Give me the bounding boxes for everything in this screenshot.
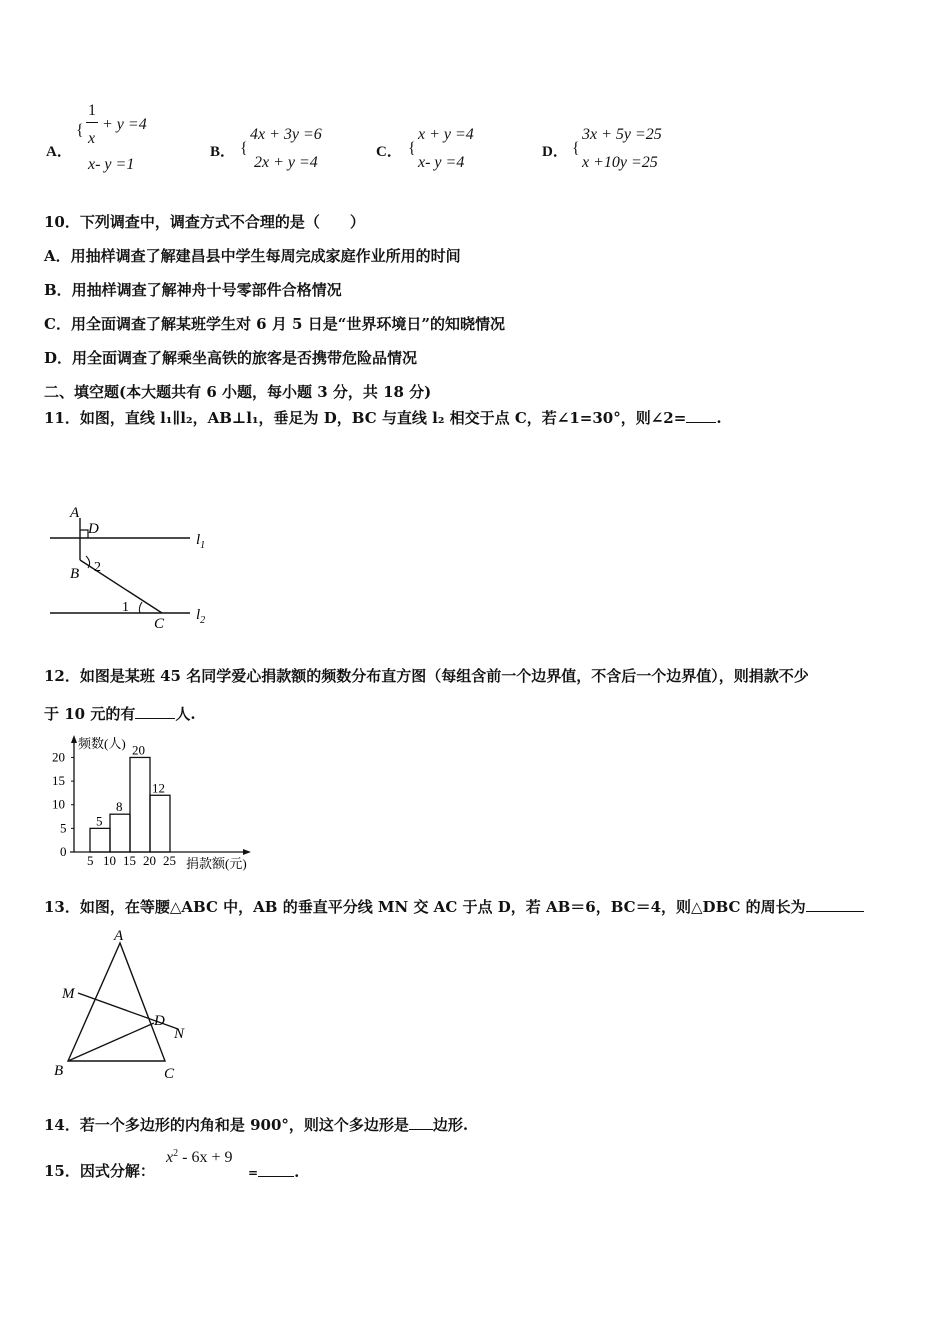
q10-option-c: C．用全面调查了解某班学生对 6 月 5 日是“世界环境日”的知晓情况 xyxy=(44,315,505,333)
answer-blank xyxy=(409,1115,433,1130)
angle-2-arc xyxy=(86,556,90,568)
y-tick-label: 20 xyxy=(52,749,65,765)
answer-blank xyxy=(686,408,716,423)
equation-line2: 2x + y =4 xyxy=(254,154,318,171)
expr-exponent: 2 xyxy=(173,1148,179,1159)
fraction-numerator: 1 xyxy=(88,102,96,119)
q11-stem: 11．如图，直线 l₁∥l₂，AB⊥l₁，垂足为 D，BC 与直线 l₂ 相交于点 C，若∠1=30°，则∠2= xyxy=(44,409,687,427)
q9-option-c xyxy=(376,124,516,180)
q12-histogram xyxy=(46,732,266,874)
q13-figure xyxy=(50,928,200,1083)
equation-line1: x + y =4 xyxy=(418,126,474,143)
q9-option-d xyxy=(542,124,702,180)
y-axis-arrow xyxy=(71,735,77,743)
x-tick-label: 15 xyxy=(123,853,136,868)
answer-blank xyxy=(135,704,175,719)
q12-stem-line1: 12．如图是某班 45 名同学爱心捐款额的频数分布直方图（每组含前一个边界值，不含后一个边界值），则捐款不少 xyxy=(44,667,809,685)
q13-stem: 13．如图，在等腰△ABC 中，AB 的垂直平分线 MN 交 AC 于点 D，若 AB＝6，BC＝4，则△DBC 的周长为 xyxy=(44,898,806,916)
option-label: D． xyxy=(542,144,568,160)
y-tick-label: 5 xyxy=(60,820,67,836)
x-tick-label: 20 xyxy=(143,853,156,868)
x-tick-label: 10 xyxy=(103,853,116,868)
segment-bd xyxy=(68,1023,154,1061)
label-d: D xyxy=(88,521,99,537)
brace: { xyxy=(572,140,580,157)
label-l2: $l_2$ xyxy=(196,607,206,626)
q15-eq: = xyxy=(248,1166,259,1180)
label-angle-1: 1 xyxy=(122,600,129,615)
q13-stem-line xyxy=(44,896,864,917)
label-c: C xyxy=(164,1066,175,1082)
label-d: D xyxy=(154,1013,165,1029)
label-angle-2: 2 xyxy=(94,560,101,575)
answer-blank xyxy=(258,1162,294,1177)
fraction-bar xyxy=(86,122,98,123)
q12-stem-post: 人. xyxy=(175,705,196,723)
equation-line2: x +10y =25 xyxy=(582,154,658,171)
q10-option-a: A．用抽样调查了解建昌县中学生每周完成家庭作业所用的时间 xyxy=(44,247,461,265)
label-l1: $l_1$ xyxy=(196,532,206,551)
y-axis-label: 频数(人) xyxy=(78,736,126,751)
q14-post: 边形. xyxy=(432,1116,469,1134)
q14-stem-line xyxy=(44,1114,468,1135)
q15-end: . xyxy=(294,1163,300,1181)
bar-value-label: 5 xyxy=(96,813,103,829)
histogram-bar xyxy=(130,757,150,852)
answer-blank xyxy=(806,897,864,912)
q10-option-b: B．用抽样调查了解神舟十号零部件合格情况 xyxy=(44,281,342,299)
x-tick-label: 25 xyxy=(163,853,176,868)
equation-line1: 4x + 3y =6 xyxy=(250,126,322,143)
histogram-bar xyxy=(150,795,170,852)
equation-line2: x- y =1 xyxy=(88,156,135,173)
option-label: A． xyxy=(46,144,72,160)
q10-option-d: D．用全面调查了解乘坐高铁的旅客是否携带危险品情况 xyxy=(44,349,418,367)
expr-x: x xyxy=(166,1149,174,1166)
q10-stem: 10．下列调查中，调查方式不合理的是（ ） xyxy=(44,213,365,231)
q9-option-b xyxy=(210,124,350,180)
brace: { xyxy=(408,140,416,157)
label-a: A xyxy=(70,505,80,521)
q12-stem-line2 xyxy=(44,703,196,724)
q11-end: . xyxy=(716,409,722,427)
x-axis-arrow xyxy=(243,849,251,855)
section-title: 二、填空题(本大题共有 6 小题，每小题 3 分，共 18 分) xyxy=(44,383,432,401)
q15-stem: 15．因式分解： xyxy=(44,1162,155,1180)
expr-rest: - 6x + 9 xyxy=(178,1149,233,1166)
label-n: N xyxy=(174,1026,185,1042)
right-angle-mark xyxy=(80,530,88,538)
q15-answer xyxy=(248,1162,299,1181)
equation-line1: 3x + 5y =25 xyxy=(582,126,662,143)
option-label: B． xyxy=(210,144,236,160)
bar-value-label: 20 xyxy=(132,742,145,758)
option-label: C． xyxy=(376,144,402,160)
label-c: C xyxy=(154,616,165,632)
q11-figure xyxy=(40,498,220,633)
q15-expression xyxy=(166,1148,232,1167)
equation-line2: x- y =4 xyxy=(418,154,465,171)
q9-option-a xyxy=(44,100,184,180)
q14-pre: 14．若一个多边形的内角和是 900°，则这个多边形是 xyxy=(44,1116,409,1134)
q12-stem-pre: 于 10 元的有 xyxy=(44,705,136,723)
segment-bc xyxy=(80,560,162,613)
bar-value-label: 12 xyxy=(152,780,165,796)
angle-1-arc xyxy=(139,602,142,613)
label-a: A xyxy=(114,928,124,944)
y-tick-label: 15 xyxy=(52,773,65,789)
histogram-bar xyxy=(90,828,110,852)
x-axis-label: 捐款额(元) xyxy=(186,856,247,871)
fraction-denominator: x xyxy=(88,130,96,147)
label-b: B xyxy=(70,566,80,582)
brace: { xyxy=(240,140,248,157)
triangle-abc xyxy=(68,943,165,1061)
x-tick-label: 5 xyxy=(87,853,94,868)
q11-stem-line xyxy=(44,407,722,428)
equation-line1: + y =4 xyxy=(102,116,147,133)
label-b: B xyxy=(54,1063,64,1079)
histogram-bar xyxy=(110,814,130,852)
brace: { xyxy=(76,122,84,139)
y-tick-label: 10 xyxy=(52,796,65,812)
label-m: M xyxy=(62,986,75,1002)
bar-value-label: 8 xyxy=(116,799,123,815)
y-tick-label: 0 xyxy=(60,844,67,859)
